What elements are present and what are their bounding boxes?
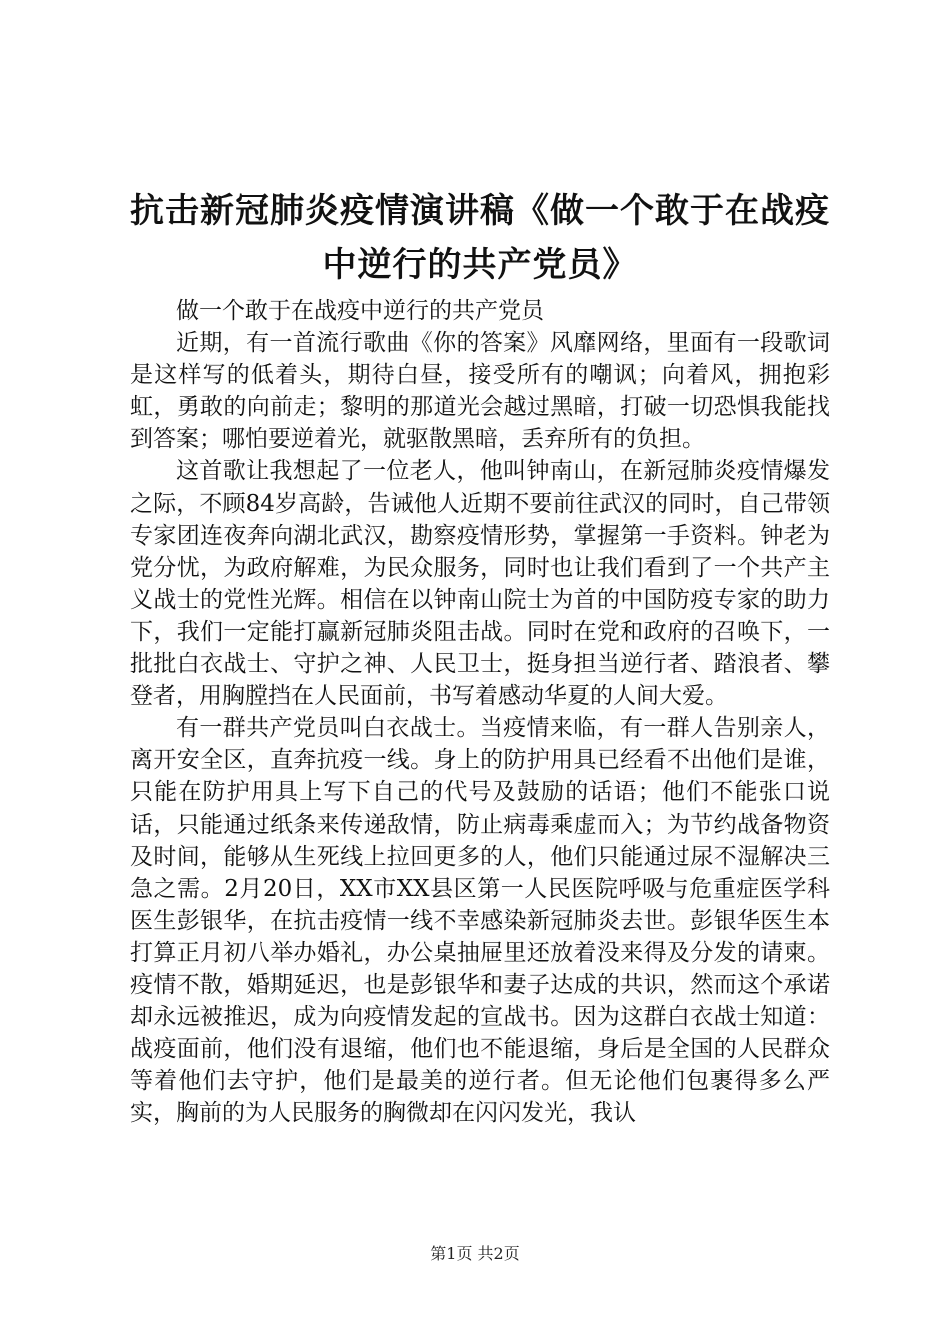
subtitle-paragraph: 做一个敢于在战疫中逆行的共产党员 [176, 298, 544, 324]
page-number-footer: 第1页 共2页 [430, 1244, 520, 1263]
paragraph-song: 近期，有一首流行歌曲《你的答案》风靡网络，里面有一段歌词是这样写的低着头，期待白昼，接受所有的嘲讽；向着风，拥抱彩虹，勇敢的向前走；黎明的那道光会越过黑暗，打破一切恐惧我能找到答案；哪怕要逆着光，就驱散黑暗，丢弃所有的负担。 [130, 330, 830, 453]
document-body [130, 295, 830, 1129]
document-title-line-1: 抗击新冠肺炎疫情演讲稿《做一个敢于在战疫 [130, 191, 830, 231]
paragraph-zhong-nanshan: 这首歌让我想起了一位老人，他叫钟南山，在新冠肺炎疫情爆发之际，不顾84岁高龄，告诫他人近期不要前往武汉的同时，自己带领专家团连夜奔向湖北武汉，勘察疫情形势，掌握第一手资料。钟老为党分忧，为政府解难，为民众服务，同时也让我们看到了一个共产主义战士的党性光辉。相信在以钟南山院士为首的中国防疫专家的助力下，我们一定能打赢新冠肺炎阻击战。同时在党和政府的召唤下，一批批白衣战士、守护之神、人民卫士，挺身担当逆行者、踏浪者、攀登者，用胸膛挡在人民面前，书写着感动华夏的人间大爱。 [130, 458, 830, 710]
document-title-line-2: 中逆行的共产党员》 [322, 245, 638, 285]
paragraph-white-coat-warriors: 有一群共产党员叫白衣战士。当疫情来临，有一群人告别亲人，离开安全区，直奔抗疫一线。身上的防护用具已经看不出他们是谁，只能在防护用具上写下自己的代号及鼓励的话语；他们不能张口说话，只能通过纸条来传递敌情，防止病毒乘虚而入；为节约战备物资及时间，能够从生死线上拉回更多的人，他们只能通过尿不湿解决三急之需。2月20日，XX市XX县区第一人民医院呼吸与危重症医学科医生彭银华，在抗击疫情一线不幸感染新冠肺炎去世。彭银华医生本打算正月初八举办婚礼，办公桌抽屉里还放着没来得及分发的请柬。疫情不散，婚期延迟，也是彭银华和妻子达成的共识，然而这个承诺却永远被推迟，成为向疫情发起的宣战书。因为这群白衣战士知道：战疫面前，他们没有退缩，他们也不能退缩，身后是全国的人民群众等着他们去守护，他们是最美的逆行者。但无论他们包裹得多么严实，胸前的为人民服务的胸微却在闪闪发光，我认 [130, 715, 830, 1127]
